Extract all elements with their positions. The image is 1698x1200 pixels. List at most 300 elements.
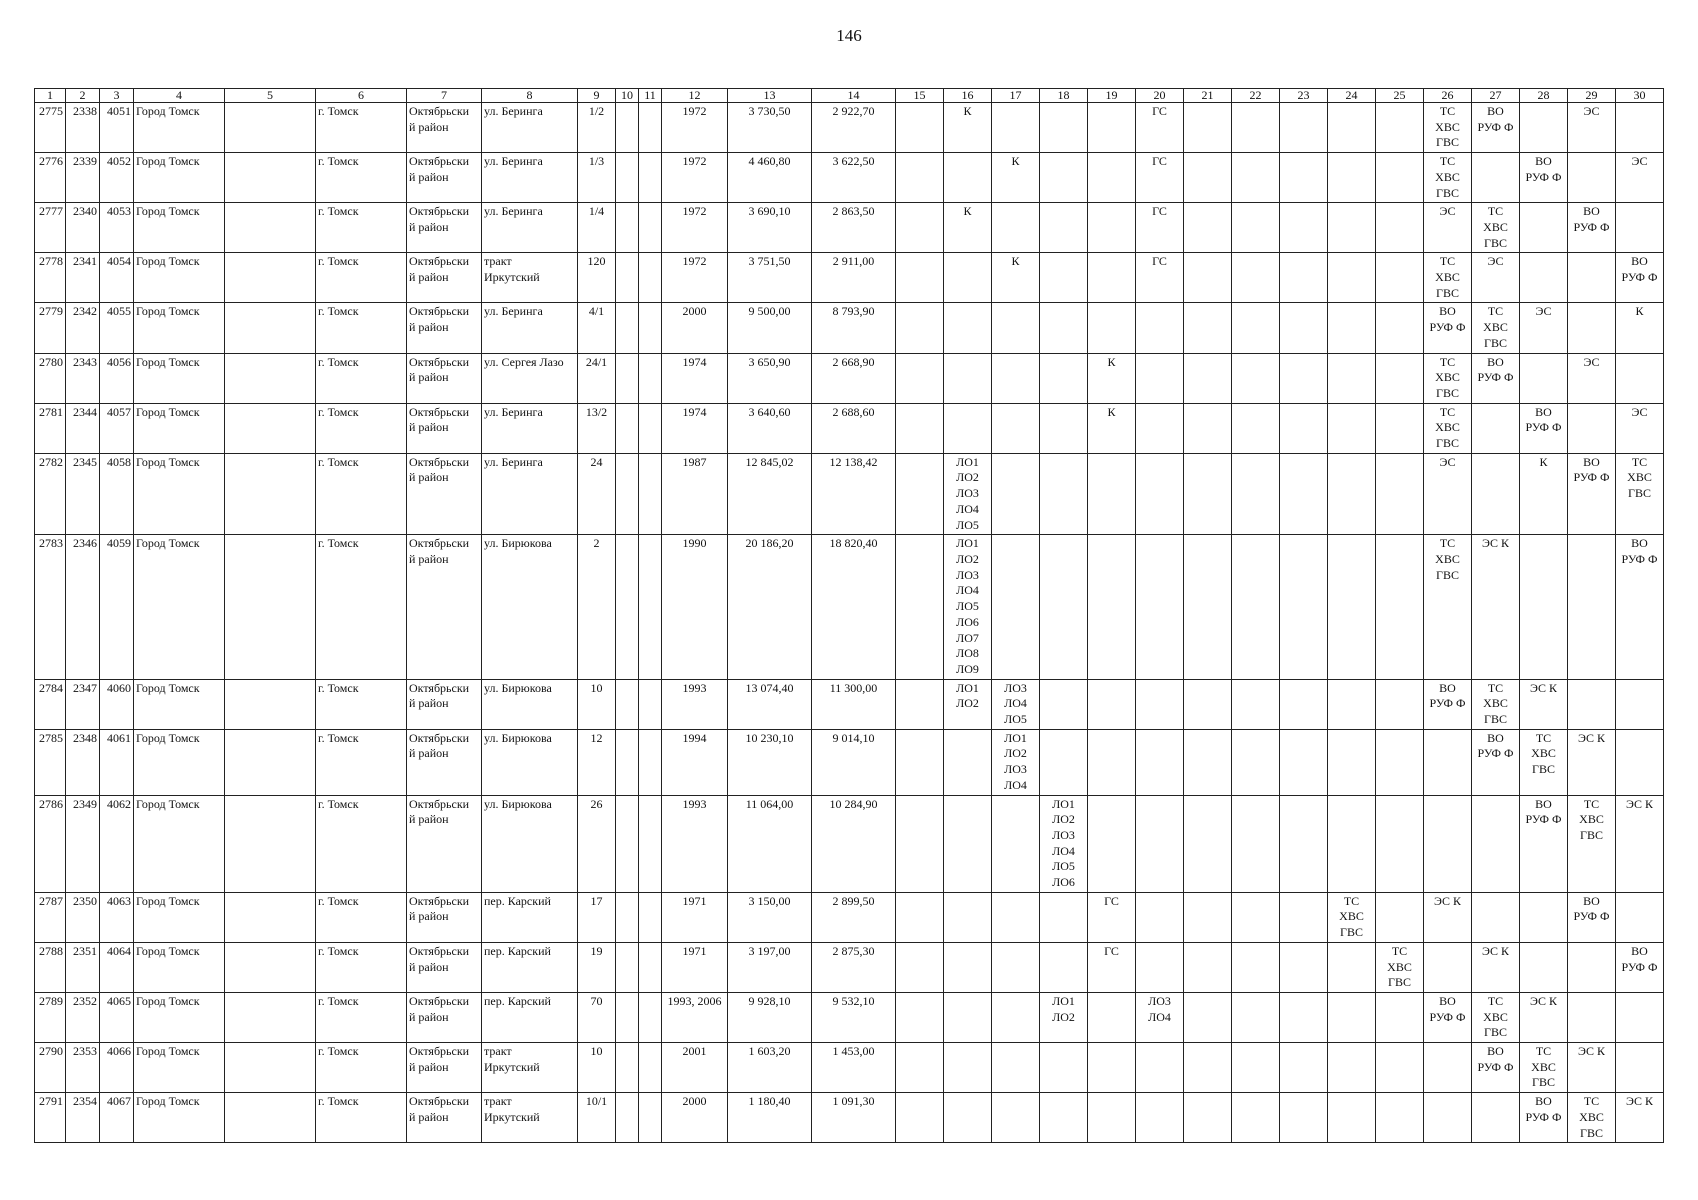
table-cell: Октябрьски й район	[407, 153, 482, 203]
table-cell	[1232, 942, 1280, 992]
table-cell: ВО РУФ Ф	[1472, 729, 1520, 795]
table-cell: 2784	[35, 679, 66, 729]
table-cell	[1088, 535, 1136, 679]
table-cell: Город Томск	[134, 253, 225, 303]
table-cell: 2354	[66, 1093, 100, 1143]
table-cell: 2 875,30	[812, 942, 896, 992]
table-cell	[1616, 729, 1664, 795]
table-cell	[1184, 992, 1232, 1042]
table-cell	[639, 795, 662, 892]
table-cell	[1232, 253, 1280, 303]
table-cell: 2345	[66, 453, 100, 535]
table-cell	[639, 253, 662, 303]
table-cell	[616, 679, 639, 729]
table-cell: ВО РУФ Ф	[1520, 1093, 1568, 1143]
table-cell	[1232, 303, 1280, 353]
table-cell	[1472, 453, 1520, 535]
table-cell: ВО РУФ Ф	[1424, 992, 1472, 1042]
table-cell	[1232, 892, 1280, 942]
table-cell: ЛО1 ЛО2 ЛО3 ЛО4 ЛО5 ЛО6 ЛО7 ЛО8 ЛО9	[944, 535, 992, 679]
table-cell	[1376, 203, 1424, 253]
table-cell: 2000	[662, 1093, 728, 1143]
table-cell: ВО РУФ Ф	[1520, 153, 1568, 203]
table-cell: ул. Бирюкова	[482, 795, 578, 892]
table-cell	[1232, 353, 1280, 403]
column-header: 12	[662, 89, 728, 103]
table-cell	[1328, 253, 1376, 303]
table-cell	[1088, 303, 1136, 353]
table-cell	[1184, 253, 1232, 303]
table-cell	[992, 1093, 1040, 1143]
table-cell	[1232, 535, 1280, 679]
table-cell	[616, 1043, 639, 1093]
table-cell: ГС	[1088, 942, 1136, 992]
table-cell	[1184, 729, 1232, 795]
table-cell: 26	[578, 795, 616, 892]
table-cell: ВО РУФ Ф	[1520, 795, 1568, 892]
table-cell: ТС ХВС ГВС	[1520, 729, 1568, 795]
column-header: 11	[639, 89, 662, 103]
table-cell	[992, 942, 1040, 992]
table-cell: г. Томск	[316, 153, 407, 203]
table-cell: 2779	[35, 303, 66, 353]
table-cell	[1088, 729, 1136, 795]
table-cell	[1280, 1093, 1328, 1143]
table-cell: 2351	[66, 942, 100, 992]
table-cell	[616, 942, 639, 992]
table-cell: ВО РУФ Ф	[1616, 535, 1664, 679]
table-cell: 4058	[100, 453, 134, 535]
table-cell: ЭС	[1424, 203, 1472, 253]
table-cell: ЭС К	[1616, 795, 1664, 892]
table-cell	[616, 453, 639, 535]
table-cell: 2775	[35, 103, 66, 153]
table-cell: 1/2	[578, 103, 616, 153]
table-cell	[1280, 203, 1328, 253]
table-cell	[896, 535, 944, 679]
table-cell: ТС ХВС ГВС	[1472, 303, 1520, 353]
table-cell	[1040, 729, 1088, 795]
table-cell: 2352	[66, 992, 100, 1042]
table-cell: 120	[578, 253, 616, 303]
table-cell: ВО РУФ Ф	[1424, 303, 1472, 353]
table-cell	[1136, 892, 1184, 942]
table-cell: ВО РУФ Ф	[1472, 353, 1520, 403]
column-header: 14	[812, 89, 896, 103]
table-cell: г. Томск	[316, 253, 407, 303]
table-cell: 3 690,10	[728, 203, 812, 253]
table-cell: ул. Беринга	[482, 303, 578, 353]
table-cell: 18 820,40	[812, 535, 896, 679]
table-cell: 3 650,90	[728, 353, 812, 403]
table-cell	[1568, 153, 1616, 203]
table-cell	[639, 679, 662, 729]
table-cell: ЭС К	[1472, 942, 1520, 992]
table-cell	[616, 203, 639, 253]
table-cell: г. Томск	[316, 729, 407, 795]
table-cell: Город Томск	[134, 992, 225, 1042]
table-cell: ЛО3 ЛО4 ЛО5	[992, 679, 1040, 729]
table-cell: Город Томск	[134, 795, 225, 892]
table-cell	[1376, 992, 1424, 1042]
table-cell	[1376, 303, 1424, 353]
table-cell: Город Томск	[134, 353, 225, 403]
table-cell	[1088, 203, 1136, 253]
table-cell	[616, 992, 639, 1042]
table-row	[35, 1093, 1664, 1143]
table-cell	[639, 535, 662, 679]
table-cell: 2788	[35, 942, 66, 992]
table-cell: К	[1616, 303, 1664, 353]
table-cell: 1974	[662, 403, 728, 453]
table-cell	[1376, 453, 1424, 535]
table-cell	[639, 203, 662, 253]
table-cell: 2786	[35, 795, 66, 892]
table-cell	[1136, 942, 1184, 992]
table-row	[35, 403, 1664, 453]
table-cell	[225, 453, 316, 535]
table-cell: 2350	[66, 892, 100, 942]
table-cell: 2001	[662, 1043, 728, 1093]
table-cell: 4057	[100, 403, 134, 453]
table-cell	[1520, 103, 1568, 153]
table-cell: ЛО1 ЛО2	[944, 679, 992, 729]
table-cell: ГС	[1088, 892, 1136, 942]
table-cell: Октябрьски й район	[407, 1043, 482, 1093]
table-cell: 1 091,30	[812, 1093, 896, 1143]
table-cell	[1328, 353, 1376, 403]
table-cell	[1616, 892, 1664, 942]
column-number-header	[35, 89, 1664, 103]
table-cell: 4065	[100, 992, 134, 1042]
table-row	[35, 535, 1664, 679]
table-cell	[896, 403, 944, 453]
table-cell	[992, 353, 1040, 403]
table-cell	[944, 795, 992, 892]
table-cell: г. Томск	[316, 795, 407, 892]
table-cell: Город Томск	[134, 535, 225, 679]
table-cell: 4055	[100, 303, 134, 353]
table-cell	[1376, 535, 1424, 679]
table-cell	[896, 942, 944, 992]
table-cell	[1328, 992, 1376, 1042]
table-cell: ТС ХВС ГВС	[1472, 203, 1520, 253]
table-cell	[1184, 353, 1232, 403]
table-cell: г. Томск	[316, 1043, 407, 1093]
table-cell	[1232, 153, 1280, 203]
table-cell	[225, 942, 316, 992]
table-cell: ТС ХВС ГВС	[1424, 153, 1472, 203]
table-cell	[944, 892, 992, 942]
table-cell	[1328, 103, 1376, 153]
table-cell	[944, 253, 992, 303]
table-cell	[1520, 942, 1568, 992]
table-cell	[992, 992, 1040, 1042]
table-cell: 2000	[662, 303, 728, 353]
table-cell	[1328, 403, 1376, 453]
table-cell: 1971	[662, 892, 728, 942]
table-cell	[1424, 1093, 1472, 1143]
table-cell: г. Томск	[316, 303, 407, 353]
table-cell	[1280, 353, 1328, 403]
table-cell	[225, 1043, 316, 1093]
table-cell: ВО РУФ Ф	[1616, 942, 1664, 992]
column-header: 22	[1232, 89, 1280, 103]
table-cell	[225, 103, 316, 153]
table-cell: 2338	[66, 103, 100, 153]
table-cell	[225, 153, 316, 203]
table-cell: пер. Карский	[482, 942, 578, 992]
table-cell: ул. Беринга	[482, 153, 578, 203]
table-body	[35, 103, 1664, 1143]
table-cell: Город Томск	[134, 1043, 225, 1093]
table-cell	[992, 1043, 1040, 1093]
table-cell: ВО РУФ Ф	[1568, 203, 1616, 253]
table-cell: 3 622,50	[812, 153, 896, 203]
table-row	[35, 353, 1664, 403]
table-cell	[225, 1093, 316, 1143]
table-cell	[1520, 353, 1568, 403]
table-cell: ЭС К	[1616, 1093, 1664, 1143]
table-cell: 2 863,50	[812, 203, 896, 253]
table-cell	[1136, 303, 1184, 353]
table-cell: 2353	[66, 1043, 100, 1093]
table-cell	[225, 303, 316, 353]
table-cell: 24/1	[578, 353, 616, 403]
table-cell: ГС	[1136, 253, 1184, 303]
table-cell: 17	[578, 892, 616, 942]
table-cell	[1280, 253, 1328, 303]
column-header: 28	[1520, 89, 1568, 103]
table-cell	[1040, 403, 1088, 453]
table-cell	[225, 253, 316, 303]
table-cell	[1328, 942, 1376, 992]
table-cell: Октябрьски й район	[407, 679, 482, 729]
table-cell: 2344	[66, 403, 100, 453]
table-cell: г. Томск	[316, 992, 407, 1042]
table-cell	[1040, 203, 1088, 253]
table-cell: 19	[578, 942, 616, 992]
table-row	[35, 795, 1664, 892]
table-cell: 2789	[35, 992, 66, 1042]
table-cell	[616, 795, 639, 892]
table-cell	[896, 353, 944, 403]
table-cell	[225, 729, 316, 795]
table-cell: ТС ХВС ГВС	[1424, 403, 1472, 453]
table-cell	[639, 153, 662, 203]
table-cell: ЭС	[1472, 253, 1520, 303]
table-cell: ЭС	[1568, 103, 1616, 153]
table-cell	[896, 1093, 944, 1143]
column-header: 19	[1088, 89, 1136, 103]
table-cell: ЛО3 ЛО4	[1136, 992, 1184, 1042]
table-cell: Город Томск	[134, 892, 225, 942]
table-cell: ул. Сергея Лазо	[482, 353, 578, 403]
table-cell	[639, 353, 662, 403]
column-header: 10	[616, 89, 639, 103]
table-cell: К	[1088, 353, 1136, 403]
table-cell	[1472, 403, 1520, 453]
table-cell	[1568, 992, 1616, 1042]
table-cell	[1424, 942, 1472, 992]
table-cell	[992, 453, 1040, 535]
table-cell	[1040, 103, 1088, 153]
table-cell	[1040, 1043, 1088, 1093]
table-cell	[225, 795, 316, 892]
table-cell: 11 064,00	[728, 795, 812, 892]
table-cell: 4056	[100, 353, 134, 403]
table-cell	[225, 992, 316, 1042]
table-cell: 4/1	[578, 303, 616, 353]
table-cell	[896, 992, 944, 1042]
table-cell: ВО РУФ Ф	[1424, 679, 1472, 729]
table-cell	[896, 892, 944, 942]
column-header: 29	[1568, 89, 1616, 103]
table-cell: г. Томск	[316, 203, 407, 253]
table-cell	[1472, 153, 1520, 203]
table-cell: 10 284,90	[812, 795, 896, 892]
table-cell: ул. Беринга	[482, 403, 578, 453]
table-cell	[1280, 892, 1328, 942]
column-header: 7	[407, 89, 482, 103]
table-cell: 3 640,60	[728, 403, 812, 453]
table-cell	[1328, 1093, 1376, 1143]
table-cell	[1616, 103, 1664, 153]
table-cell: пер. Карский	[482, 892, 578, 942]
table-cell: 2348	[66, 729, 100, 795]
table-cell: ЛО1 ЛО2 ЛО3 ЛО4 ЛО5	[944, 453, 992, 535]
column-header: 4	[134, 89, 225, 103]
table-cell	[616, 103, 639, 153]
column-header: 2	[66, 89, 100, 103]
table-cell	[1040, 353, 1088, 403]
table-row	[35, 303, 1664, 353]
table-cell: 1993	[662, 795, 728, 892]
table-cell	[1424, 1043, 1472, 1093]
table-cell: ВО РУФ Ф	[1472, 1043, 1520, 1093]
table-cell	[992, 892, 1040, 942]
column-header: 6	[316, 89, 407, 103]
table-cell: ЭС	[1616, 153, 1664, 203]
table-cell	[1280, 535, 1328, 679]
table-cell	[639, 103, 662, 153]
table-cell: 13 074,40	[728, 679, 812, 729]
table-cell	[1232, 403, 1280, 453]
table-cell: 2347	[66, 679, 100, 729]
table-cell	[225, 679, 316, 729]
table-cell	[1040, 892, 1088, 942]
table-cell	[1376, 153, 1424, 203]
table-cell	[1136, 679, 1184, 729]
table-cell: 70	[578, 992, 616, 1042]
table-cell	[616, 403, 639, 453]
table-row	[35, 453, 1664, 535]
table-cell	[944, 729, 992, 795]
table-cell: г. Томск	[316, 679, 407, 729]
table-cell: г. Томск	[316, 892, 407, 942]
table-cell	[1232, 203, 1280, 253]
table-cell: 4064	[100, 942, 134, 992]
table-cell: 1/3	[578, 153, 616, 203]
table-cell	[639, 992, 662, 1042]
table-cell: 13/2	[578, 403, 616, 453]
table-cell	[1136, 453, 1184, 535]
table-cell: 1/4	[578, 203, 616, 253]
table-cell: г. Томск	[316, 403, 407, 453]
table-cell: 2346	[66, 535, 100, 679]
table-cell: ВО РУФ Ф	[1568, 453, 1616, 535]
table-cell: г. Томск	[316, 353, 407, 403]
table-cell: 4062	[100, 795, 134, 892]
table-cell: ГС	[1136, 203, 1184, 253]
table-cell: Октябрьски й район	[407, 535, 482, 679]
table-cell: 2778	[35, 253, 66, 303]
table-row	[35, 153, 1664, 203]
table-cell	[1376, 103, 1424, 153]
table-cell	[1184, 303, 1232, 353]
table-cell	[1232, 729, 1280, 795]
page-number: 146	[836, 26, 862, 45]
table-cell	[1520, 203, 1568, 253]
table-cell	[944, 153, 992, 203]
table-row	[35, 1043, 1664, 1093]
table-cell: Октябрьски й район	[407, 353, 482, 403]
table-row	[35, 942, 1664, 992]
table-cell	[896, 679, 944, 729]
table-cell: 2 911,00	[812, 253, 896, 303]
table-cell	[1184, 1043, 1232, 1093]
table-cell	[1184, 892, 1232, 942]
table-cell	[1040, 535, 1088, 679]
table-cell	[944, 303, 992, 353]
table-cell: ТС ХВС ГВС	[1472, 992, 1520, 1042]
table-cell	[1184, 403, 1232, 453]
table-cell	[616, 729, 639, 795]
table-cell: 4059	[100, 535, 134, 679]
table-cell: 12 138,42	[812, 453, 896, 535]
table-cell: 1 180,40	[728, 1093, 812, 1143]
table-cell: 4052	[100, 153, 134, 203]
table-cell	[1520, 892, 1568, 942]
table-cell: г. Томск	[316, 103, 407, 153]
table-cell	[1184, 535, 1232, 679]
table-cell: 2342	[66, 303, 100, 353]
table-cell: г. Томск	[316, 942, 407, 992]
table-cell: 2776	[35, 153, 66, 203]
table-cell	[1568, 535, 1616, 679]
table-cell: Октябрьски й район	[407, 103, 482, 153]
table-cell: 4060	[100, 679, 134, 729]
table-cell	[1328, 303, 1376, 353]
table-cell	[944, 1043, 992, 1093]
table-cell: 11 300,00	[812, 679, 896, 729]
column-header: 5	[225, 89, 316, 103]
table-cell: 2 899,50	[812, 892, 896, 942]
table-cell: 8 793,90	[812, 303, 896, 353]
table-cell	[225, 353, 316, 403]
table-cell: 1971	[662, 942, 728, 992]
table-cell	[639, 303, 662, 353]
table-cell: 2777	[35, 203, 66, 253]
table-cell	[1088, 992, 1136, 1042]
table-cell: 2	[578, 535, 616, 679]
table-cell: ул. Бирюкова	[482, 679, 578, 729]
table-cell: г. Томск	[316, 535, 407, 679]
table-cell: 1 603,20	[728, 1043, 812, 1093]
table-cell: 1972	[662, 103, 728, 153]
table-cell	[896, 1043, 944, 1093]
table-cell	[1280, 729, 1328, 795]
